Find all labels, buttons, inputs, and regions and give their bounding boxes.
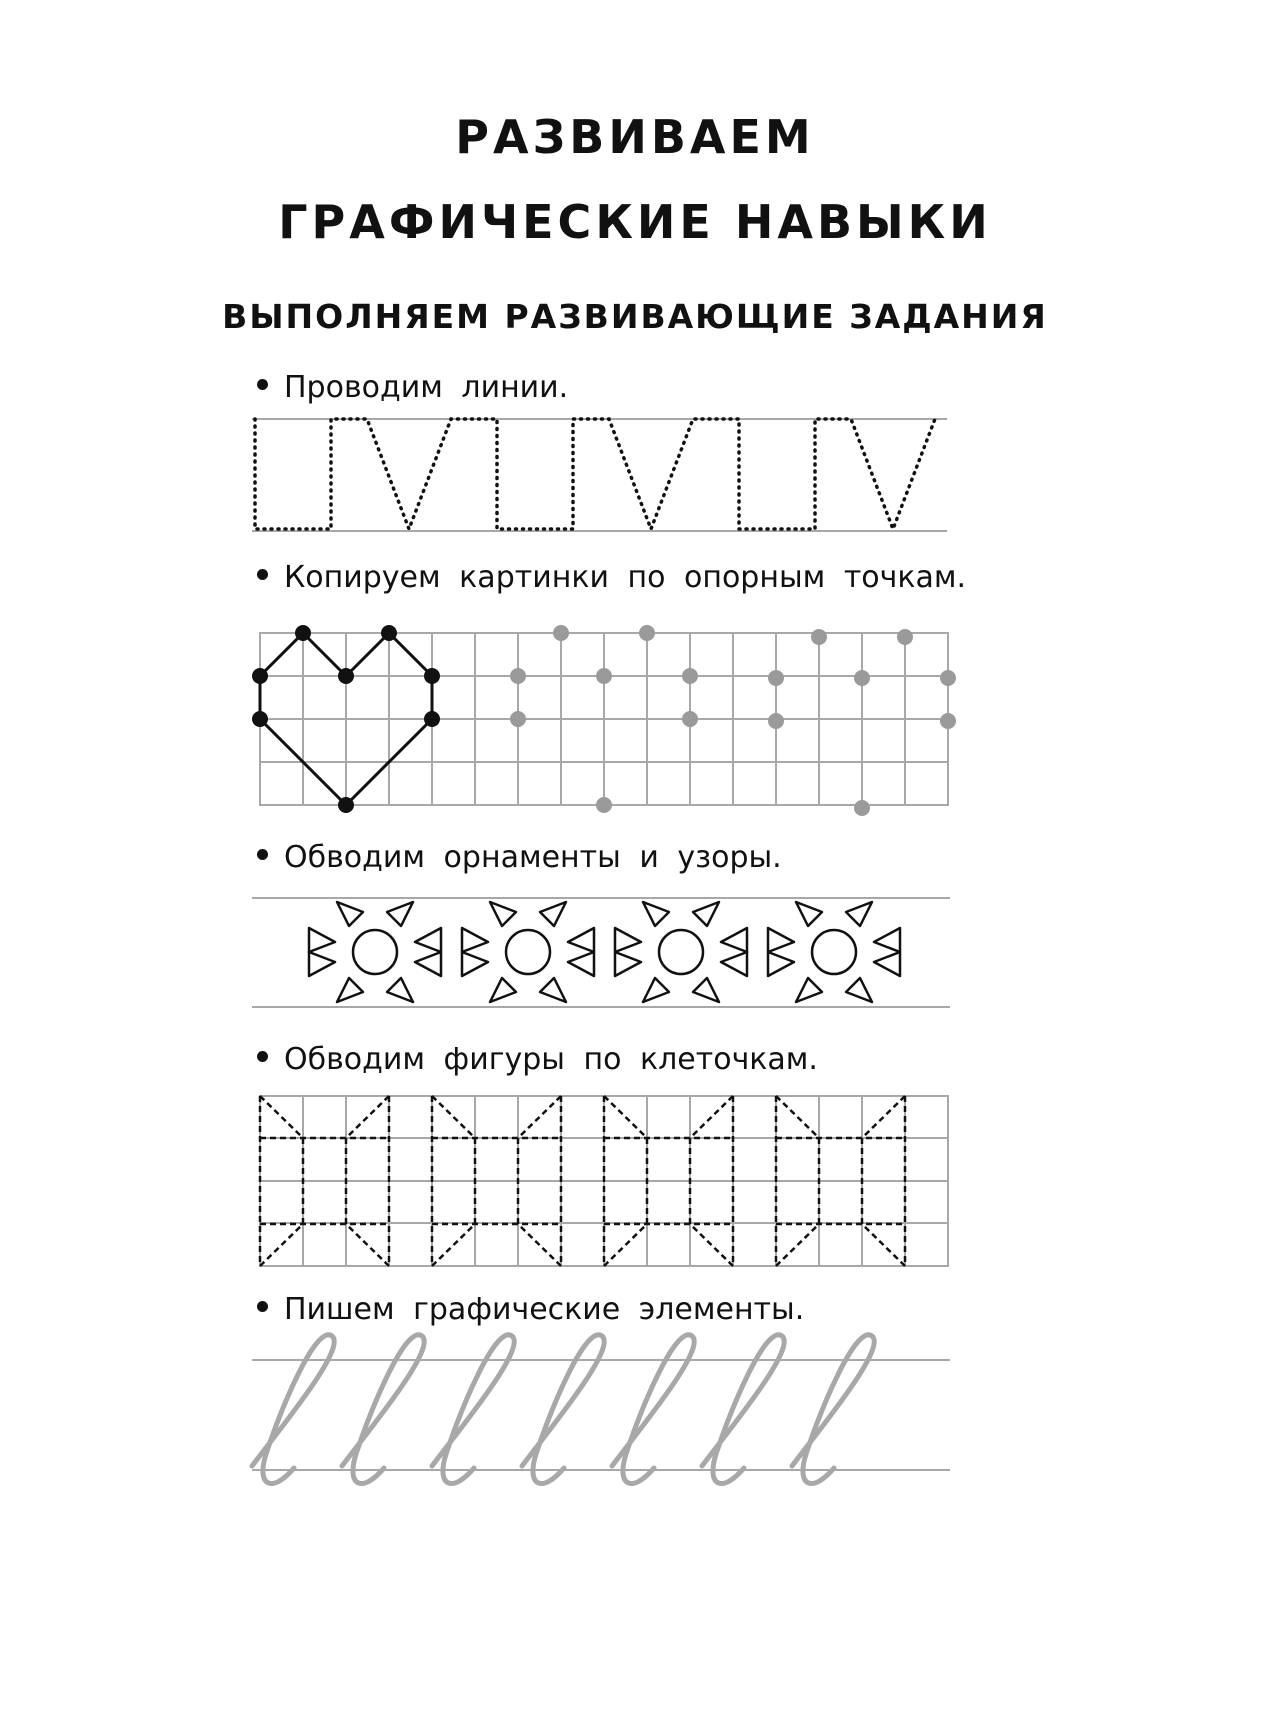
- task-label: Обводим фигуры по клеточкам.: [284, 1042, 818, 1077]
- task-label: Проводим линии.: [284, 370, 569, 405]
- task-label: Копируем картинки по опорным точкам.: [284, 560, 967, 595]
- task-label: Обводим орнаменты и узоры.: [284, 840, 782, 875]
- page-title-line-2: ГРАФИЧЕСКИЕ НАВЫКИ: [278, 195, 992, 249]
- task-label: Пишем графические элементы.: [284, 1292, 805, 1327]
- page-subtitle: ВЫПОЛНЯЕМ РАЗВИВАЮЩИЕ ЗАДАНИЯ: [222, 297, 1048, 336]
- page-title-line-1: РАЗВИВАЕМ: [455, 110, 815, 164]
